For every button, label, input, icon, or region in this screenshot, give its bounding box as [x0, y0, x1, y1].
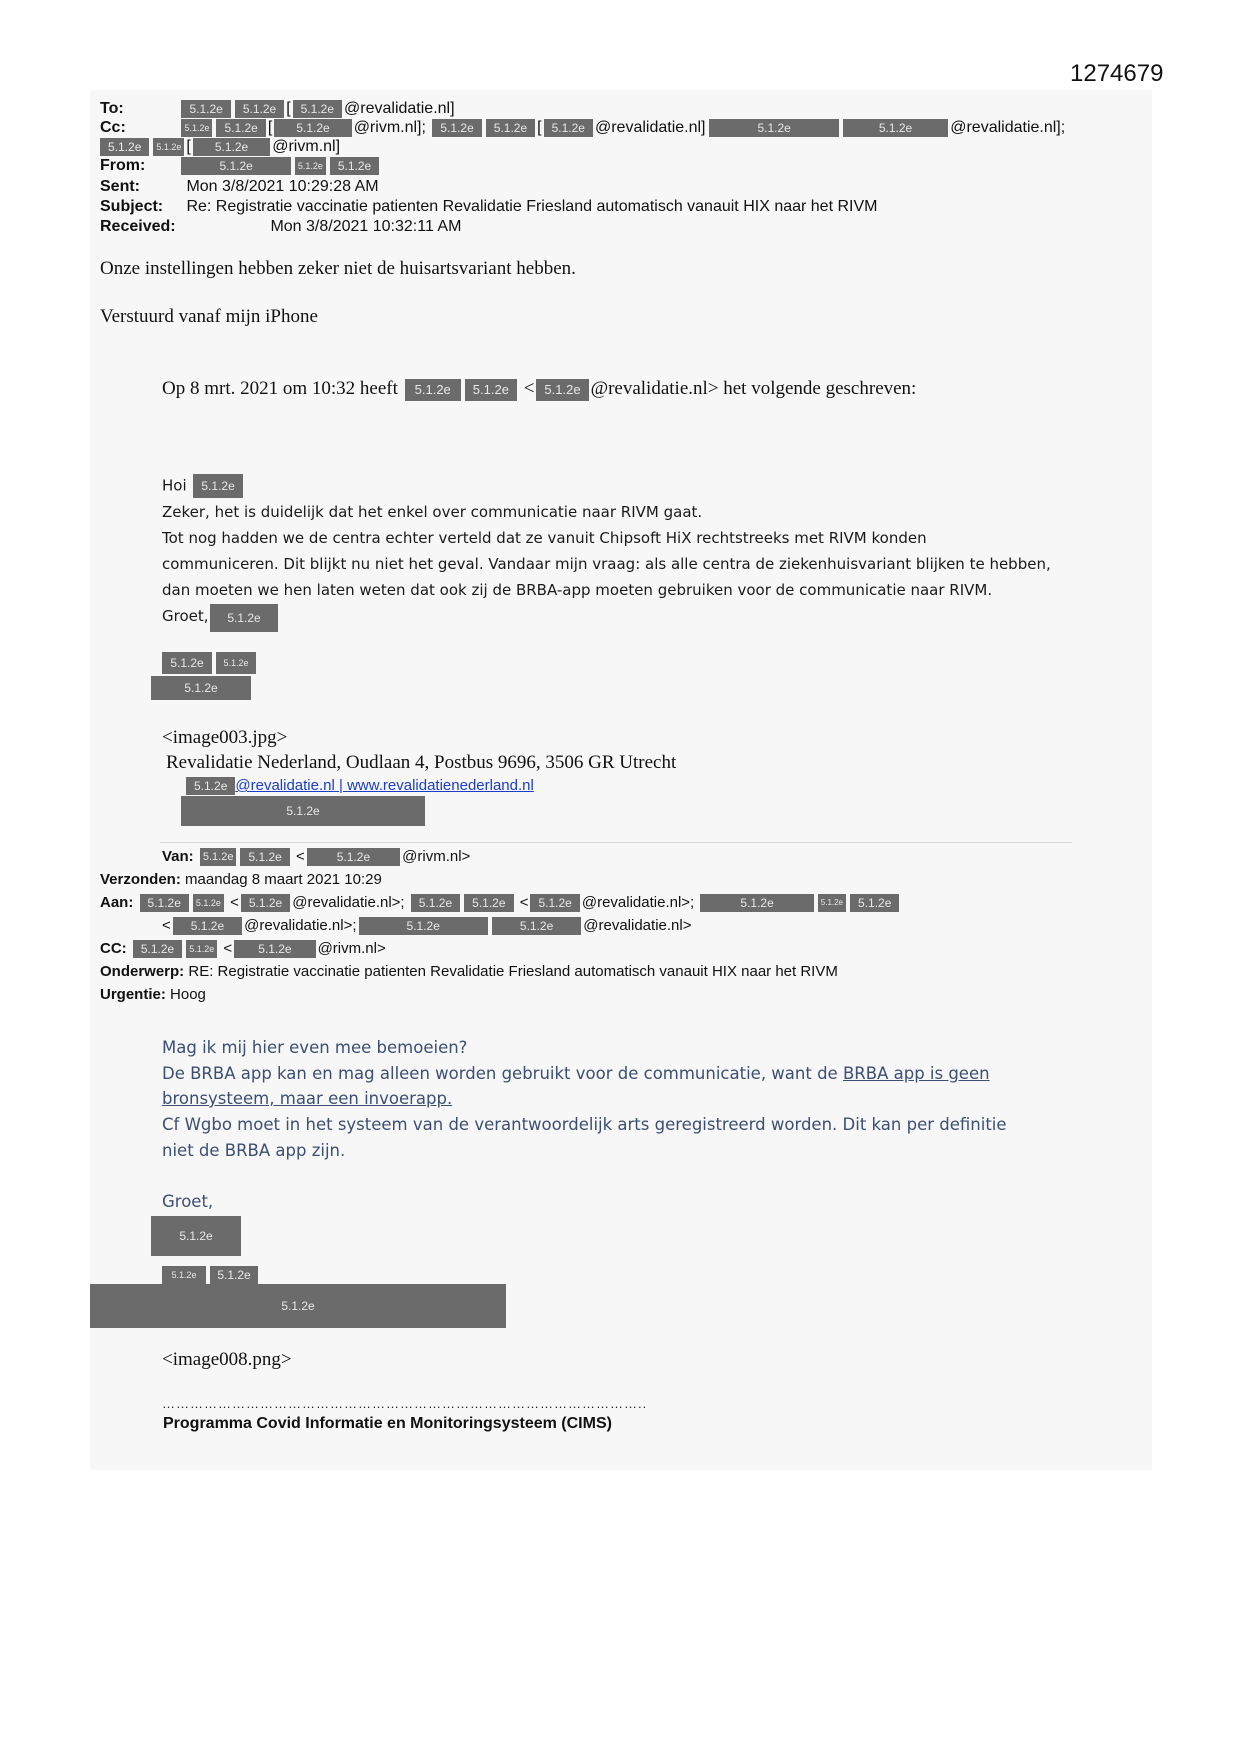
quote1-image-placeholder: <image003.jpg>: [162, 727, 288, 748]
quote2-van-row: [162, 848, 470, 866]
quote1-greeting: Hoi: [162, 476, 187, 495]
sent-label: Sent:: [100, 178, 140, 195]
redaction: 5.1.2e: [181, 796, 425, 826]
header-received-row: [100, 218, 461, 236]
cc-domain-3: @revalidatie.nl];: [950, 119, 1066, 137]
redaction: 5.1.2e: [186, 940, 217, 958]
redaction: 5.1.2e: [411, 894, 460, 912]
quote1-intro-suffix: @revalidatie.nl> het volgende geschreven:: [590, 378, 917, 399]
redaction: 5.1.2e: [173, 917, 242, 935]
van-label: Van:: [162, 848, 194, 865]
quote2-urgentie-row: [100, 986, 206, 1003]
van-domain: @rivm.nl>: [402, 848, 471, 865]
redaction: 5.1.2e: [330, 157, 379, 175]
redaction: 5.1.2e: [216, 652, 256, 674]
redaction: 5.1.2e: [240, 848, 289, 866]
redaction: 5.1.2e: [181, 157, 290, 175]
quote1-closing: Groet,: [162, 607, 209, 625]
sent-value: Mon 3/8/2021 10:29:28 AM: [186, 178, 379, 195]
redaction: 5.1.2e: [465, 379, 517, 401]
from-label: From:: [100, 157, 146, 175]
cims-program-title: Programma Covid Informatie en Monitoringsysteem (CIMS): [163, 1415, 612, 1432]
cc-domain-4: @rivm.nl]: [272, 138, 341, 156]
onderwerp-label: Onderwerp:: [100, 963, 185, 980]
quote2-body-1: Mag ik mij hier even mee bemoeien?: [162, 1038, 468, 1057]
subject-label: Subject:: [100, 198, 164, 215]
redaction: 5.1.2e: [235, 100, 284, 118]
aan-domain-1: @revalidatie.nl>;: [292, 894, 405, 911]
header-subject-row: [100, 198, 877, 216]
redaction: 5.1.2e: [405, 379, 461, 401]
quote2-verzonden-row: [100, 871, 382, 888]
redaction: 5.1.2e: [234, 940, 315, 958]
redaction: 5.1.2e: [492, 917, 581, 935]
header-cc-row-2: 5.1.2e 5.1.2e [ 5.1.2e @rivm.nl]: [100, 138, 340, 156]
aan-domain-2: @revalidatie.nl>;: [581, 894, 695, 911]
quote2-closing: Groet,: [162, 1192, 214, 1211]
to-label: To:: [100, 100, 124, 118]
header-cc-row: Cc: 5.1.2e 5.1.2e [ 5.1.2e @rivm.nl]; 5.1.2e 5.1.2e [ 5.1.2e @revalidatie.nl] 5.1.2e 5.1.2e @revalidatie.nl];: [100, 119, 1066, 137]
redaction: 5.1.2e: [700, 894, 813, 912]
quote1-greeting-row: [162, 474, 245, 498]
redaction: 5.1.2e: [193, 138, 270, 156]
received-label: Received:: [100, 218, 176, 235]
dotted-separator: …………………………………………………………………………………………..: [162, 1396, 648, 1411]
quote2-body-5: niet de BRBA app zijn.: [162, 1141, 346, 1160]
verzonden-value: maandag 8 maart 2021 10:29: [185, 871, 382, 888]
cc-domain-1: @rivm.nl];: [353, 119, 426, 137]
redaction: 5.1.2e: [709, 119, 838, 137]
redaction: 5.1.2e: [181, 119, 212, 137]
redaction: 5.1.2e: [216, 119, 265, 137]
redaction: 5.1.2e: [193, 894, 224, 912]
redaction: 5.1.2e: [486, 119, 535, 137]
header-to-row: To: 5.1.2e 5.1.2e [ 5.1.2e @revalidatie.nl]: [100, 100, 455, 118]
redaction: 5.1.2e: [90, 1284, 506, 1328]
onderwerp-value: RE: Registratie vaccinatie patienten Revalidatie Friesland automatisch vanauit HIX naar het RIVM: [188, 963, 838, 980]
quote1-intro: [162, 378, 916, 401]
reply-line-2: Verstuurd vanaf mijn iPhone: [100, 306, 318, 327]
cc-domain-q2: @rivm.nl>: [317, 940, 386, 957]
redaction: 5.1.2e: [544, 119, 593, 137]
quote1-paragraph-4: dan moeten we hen laten weten dat ook zij de BRBA-app moeten gebruiken voor de communicatie naar RIVM.: [162, 581, 993, 599]
redaction: 5.1.2e: [432, 119, 481, 137]
quote2-body-4: Cf Wgbo moet in het systeem van de verantwoordelijk arts geregistreerd worden. Dit kan per definitie: [162, 1115, 1007, 1134]
redaction: 5.1.2e: [140, 894, 189, 912]
quote2-aan-row-2: < 5.1.2e @revalidatie.nl>; 5.1.2e 5.1.2e @revalidatie.nl>: [162, 917, 692, 934]
quote1-intro-lt: <: [523, 378, 535, 399]
redaction: 5.1.2e: [241, 894, 290, 912]
redaction: 5.1.2e: [210, 604, 278, 632]
verzonden-label: Verzonden:: [100, 871, 181, 888]
redaction: 5.1.2e: [843, 119, 948, 137]
redaction: 5.1.2e: [295, 157, 326, 175]
redaction: 5.1.2e: [100, 138, 149, 156]
redaction: 5.1.2e: [151, 676, 251, 700]
redaction: 5.1.2e: [536, 379, 588, 401]
redaction: 5.1.2e: [193, 474, 242, 498]
urgentie-value: Hoog: [170, 986, 206, 1003]
redaction: 5.1.2e: [307, 848, 400, 866]
redaction: 5.1.2e: [153, 138, 184, 156]
van-lt: <: [296, 848, 305, 865]
quote2-body-3: [162, 1089, 452, 1108]
cc-label: Cc:: [100, 119, 126, 137]
header-from-row: [100, 157, 381, 175]
redaction: 5.1.2e: [464, 894, 513, 912]
quote-divider: [160, 842, 1072, 843]
website-link[interactable]: www.revalidatienederland.nl: [347, 777, 534, 794]
quote1-paragraph-2: Tot nog hadden we de centra echter verteld dat ze vanuit Chipsoft HiX rechtstreeks met RIVM konden: [162, 529, 927, 547]
redaction: 5.1.2e: [274, 119, 351, 137]
quote1-links-row: [186, 777, 534, 795]
cc-domain-2: @revalidatie.nl]: [594, 119, 706, 137]
redaction: 5.1.2e: [186, 777, 235, 795]
quote2-body-2-text: De BRBA app kan en mag alleen worden gebruikt voor de communicatie, want de: [162, 1064, 843, 1083]
aan-domain-end: @revalidatie.nl>: [583, 917, 692, 934]
brba-link[interactable]: BRBA app is geen: [842, 1064, 990, 1083]
reply-line-1: Onze instellingen hebben zeker niet de huisartsvariant hebben.: [100, 258, 576, 279]
quote2-cc-row: CC: 5.1.2e 5.1.2e < 5.1.2e @rivm.nl>: [100, 940, 386, 957]
redaction: 5.1.2e: [818, 894, 846, 912]
quote2-onderwerp-row: [100, 963, 838, 980]
quote1-paragraph-1: Zeker, het is duidelijk dat het enkel over communicatie naar RIVM gaat.: [162, 503, 703, 521]
quote1-intro-prefix: Op 8 mrt. 2021 om 10:32 heeft: [162, 378, 398, 399]
quote2-aan-row: Aan: 5.1.2e 5.1.2e < 5.1.2e @revalidatie.nl>; 5.1.2e 5.1.2e < 5.1.2e @revalidatie.nl>; 5.1.2e 5.1.2e 5.1.2e: [100, 894, 901, 912]
redaction: 5.1.2e: [359, 917, 488, 935]
cc-label-2: CC:: [100, 940, 127, 957]
to-domain: @revalidatie.nl]: [344, 100, 455, 118]
aan-label: Aan:: [100, 894, 134, 911]
quote2-image-placeholder: <image008.png>: [162, 1349, 292, 1370]
redaction: 5.1.2e: [162, 652, 212, 674]
redaction: 5.1.2e: [133, 940, 182, 958]
redaction: 5.1.2e: [200, 848, 237, 866]
email-link[interactable]: @revalidatie.nl: [235, 777, 335, 794]
redaction: 5.1.2e: [293, 100, 342, 118]
quote2-body-2: [162, 1064, 990, 1083]
urgentie-label: Urgentie:: [100, 986, 166, 1003]
link-separator: |: [334, 777, 348, 794]
subject-value: Re: Registratie vaccinatie patienten Revalidatie Friesland automatisch vanauit HIX naar het RIVM: [186, 198, 878, 215]
received-value: Mon 3/8/2021 10:32:11 AM: [270, 218, 462, 235]
redaction: 5.1.2e: [210, 1266, 258, 1284]
quote1-paragraph-3: communiceren. Dit blijkt nu niet het geval. Vandaar mijn vraag: als alle centra de ziekenhuisvariant blijken te hebben,: [162, 555, 1051, 573]
brba-link-cont[interactable]: bronsysteem, maar een invoerapp.: [162, 1089, 453, 1108]
redaction: 5.1.2e: [181, 100, 230, 118]
document-id: 1274679: [1070, 60, 1164, 87]
aan-domain-3: @revalidatie.nl>;: [244, 917, 357, 934]
header-sent-row: [100, 178, 379, 196]
quote1-address: Revalidatie Nederland, Oudlaan 4, Postbus 9696, 3506 GR Utrecht: [166, 752, 677, 773]
redaction: 5.1.2e: [151, 1216, 241, 1256]
redaction: 5.1.2e: [530, 894, 579, 912]
redaction: 5.1.2e: [850, 894, 899, 912]
redaction: 5.1.2e: [162, 1266, 206, 1284]
